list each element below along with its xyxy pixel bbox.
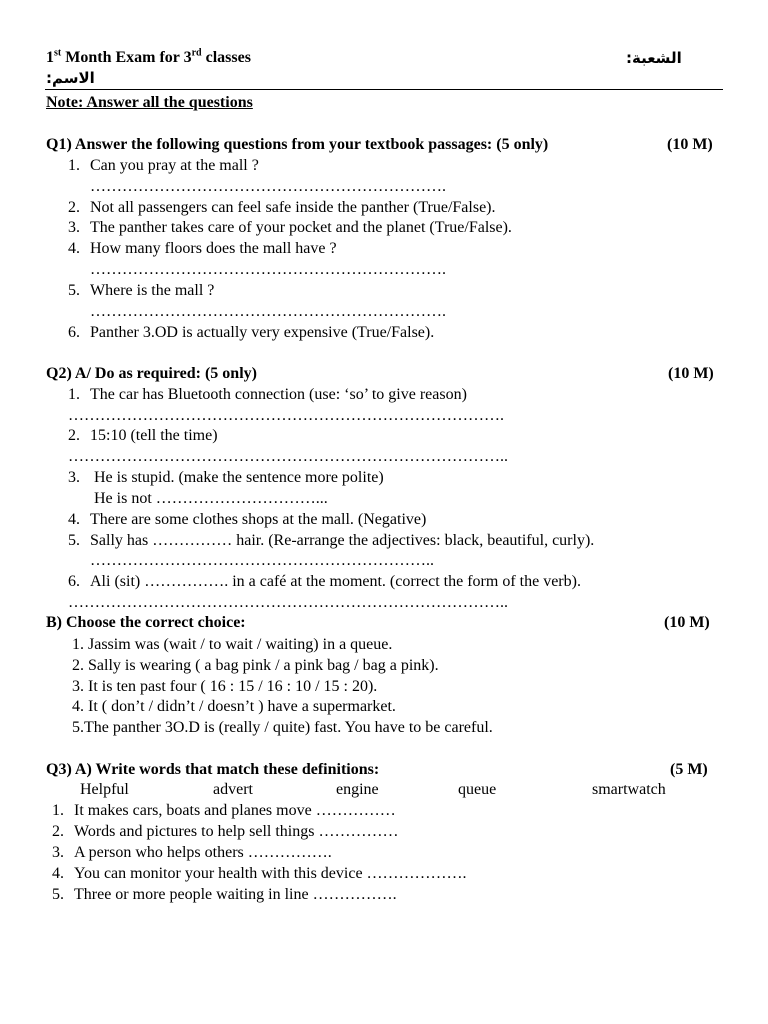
word-bank-item: advert: [213, 781, 253, 798]
q2a-item: 5. Sally has …………… hair. (Re-arrange the adjectives: black, beautiful, curly).: [68, 532, 595, 549]
exam-title: 1st Month Exam for 3rd classes: [46, 47, 251, 66]
q2b-item: 3. It is ten past four ( 16 : 15 / 16 : 10 / 15 : 20).: [72, 678, 378, 695]
header-divider: [45, 89, 723, 90]
q1-item: 3. The panther takes care of your pocket and the planet (True/False).: [68, 219, 512, 236]
q1-heading: Q1) Answer the following questions from your textbook passages: (5 only): [46, 136, 549, 153]
q3-item: 5. Three or more people waiting in line …………….: [52, 886, 397, 903]
word-bank-item: smartwatch: [592, 781, 666, 798]
answer-line: He is not …………………………...: [94, 490, 328, 507]
exam-note: Note: Answer all the questions: [46, 94, 253, 111]
q2a-item: 4. There are some clothes shops at the mall. (Negative): [68, 511, 427, 528]
q3-item: 3. A person who helps others …………….: [52, 844, 332, 861]
q1-item: 5. Where is the mall ?: [68, 282, 215, 299]
answer-line: ………………………………………………………….: [90, 303, 446, 320]
answer-line: ………………………………………………………….: [90, 261, 446, 278]
q2a-item: 2. 15:10 (tell the time): [68, 427, 218, 444]
answer-line: ……………………………………………………………………….: [68, 407, 504, 424]
q1-item: 4. How many floors does the mall have ?: [68, 240, 337, 257]
answer-line: ………………………………………………………………………..: [68, 594, 508, 611]
q2a-item: 6. Ali (sit) ……………. in a café at the moment. (correct the form of the verb).: [68, 573, 581, 590]
q2b-item: 4. It ( don’t / didn’t / doesn’t ) have a supermarket.: [72, 698, 396, 715]
section-label: الشعبة:: [626, 49, 682, 67]
q1-item: 1. Can you pray at the mall ?: [68, 157, 259, 174]
q2a-item: 1. The car has Bluetooth connection (use: ‘so’ to give reason): [68, 386, 467, 403]
q2b-item: 2. Sally is wearing ( a bag pink / a pink bag / bag a pink).: [72, 657, 439, 674]
q1-item: 6. Panther 3.OD is actually very expensive (True/False).: [68, 324, 435, 341]
answer-line: ………………………………………………………………………..: [68, 448, 508, 465]
word-bank-item: engine: [336, 781, 379, 798]
q2a-item: 3. He is stupid. (make the sentence more polite): [68, 469, 384, 486]
q3-marks: (5 M): [670, 761, 708, 778]
q3-item: 2. Words and pictures to help sell things ……………: [52, 823, 399, 840]
q3-item: 1. It makes cars, boats and planes move ……………: [52, 802, 396, 819]
answer-line: ………………………………………………………..: [90, 552, 434, 569]
word-bank-item: queue: [458, 781, 497, 798]
q2a-marks: (10 M): [668, 365, 714, 382]
q1-marks: (10 M): [667, 136, 713, 153]
q2b-heading: B) Choose the correct choice:: [46, 614, 246, 631]
q2b-item: 5.The panther 3O.D is (really / quite) fast. You have to be careful.: [72, 719, 493, 736]
q2b-item: 1. Jassim was (wait / to wait / waiting) in a queue.: [72, 636, 393, 653]
q1-item: 2. Not all passengers can feel safe inside the panther (True/False).: [68, 199, 496, 216]
q3-heading: Q3) A) Write words that match these definitions:: [46, 761, 380, 778]
word-bank-item: Helpful: [80, 781, 129, 798]
q2b-marks: (10 M): [664, 614, 710, 631]
name-label: الاسم:: [46, 69, 95, 87]
q3-item: 4. You can monitor your health with this device ……………….: [52, 865, 467, 882]
q2a-heading: Q2) A/ Do as required: (5 only): [46, 365, 257, 382]
answer-line: ………………………………………………………….: [90, 178, 446, 195]
